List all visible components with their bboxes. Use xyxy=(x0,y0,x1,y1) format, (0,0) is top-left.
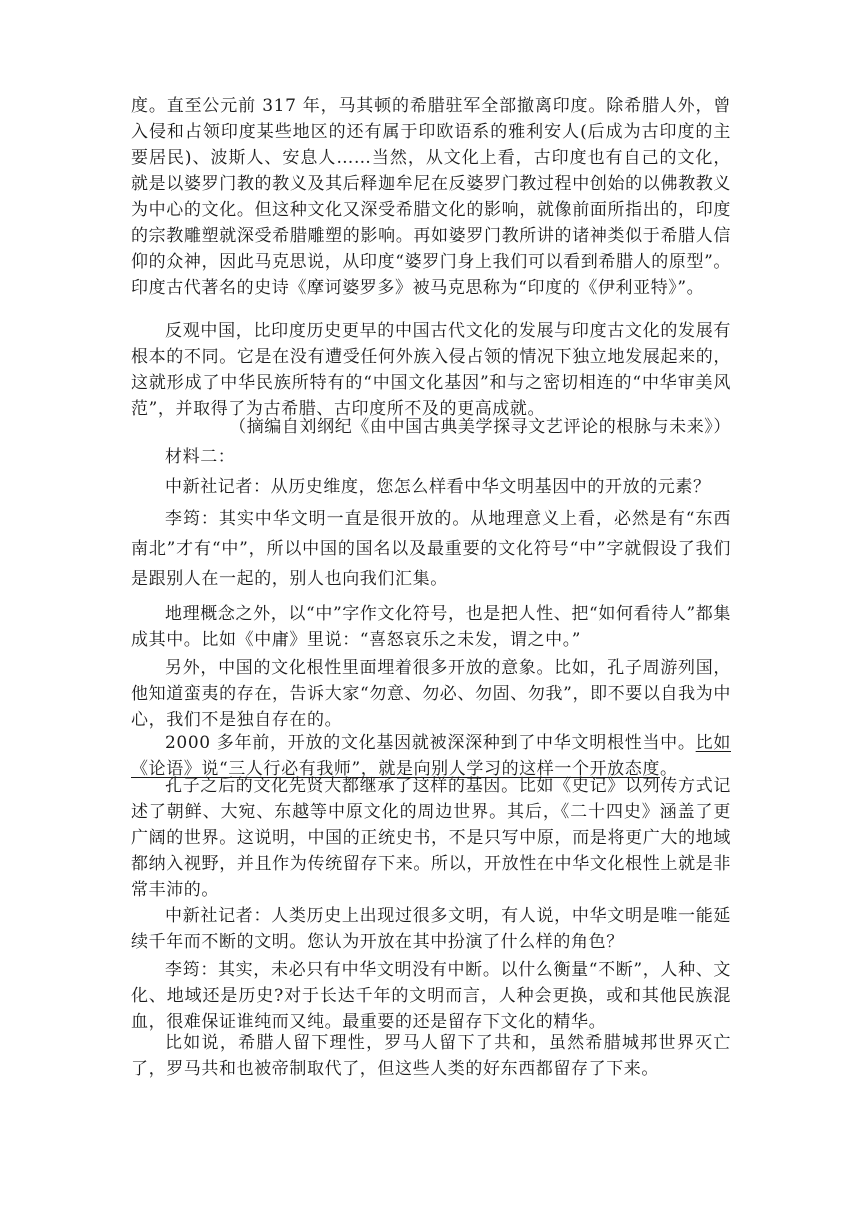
material-two-heading: 材料二： xyxy=(165,447,236,467)
interview-answer-1: 李筠：其实中华文明一直是很开放的。从地理意义上看，必然是有“东西南北”才有“中”，所以中国的国名以及最重要的文化符号“中”字就假设了我们是跟别人在一起的，别人也向我们汇集。 xyxy=(131,509,731,589)
interview-question-1: 中新社记者：从历史维度，您怎么样看中华文明基因中的开放的元素？ xyxy=(165,477,711,497)
paragraph-greece-rome: 比如说，希腊人留下理性，罗马人留下了共和，虽然希腊城邦世界灭亡了，罗马共和也被帝制取代了，但这些人类的好东西都留存了下来。 xyxy=(131,1033,731,1079)
paragraph-zhong-symbol: 地理概念之外，以“中”字作文化符号，也是把人性、把“如何看待人”都集成其中。比如《中庸》里说：“喜怒哀乐之未发，谓之中。” xyxy=(131,604,731,650)
interview-answer-2: 李筠：其实，未必只有中华文明没有中断。以什么衡量“不断”，人种、文化、地域还是历史?对于长达千年的文明而言，人种会更换，或和其他民族混血，很难保证谁纯而又纯。最重要的还是留存下文化的精华。 xyxy=(131,960,731,1032)
text-period: 。 xyxy=(659,759,678,779)
paragraph-historical-records: 孔子之后的文化先贤大都继承了这样的基因。比如《史记》以列传方式记述了朝鲜、大宛、东越等中原文化的周边世界。其后，《二十四史》涵盖了更广阔的世界。这说明，中国的正统史书，不是只写中原，而是将更广大的地域都纳入视野，并且作为传统留存下来。所以，开放性在中华文化根性上就是非常丰沛的。 xyxy=(131,776,731,900)
paragraph-china-contrast: 反观中国，比印度历史更早的中国古代文化的发展与印度古文化的发展有根本的不同。它是在没有遭受任何外族入侵占领的情况下独立地发展起来的，这就形成了中华民族所特有的“中国文化基因”和与之密切相连的“中华审美风范”，并取得了为古希腊、古印度所不及的更高成就。 xyxy=(131,321,731,419)
paragraph-india-culture: 度。直至公元前 317 年，马其顿的希腊驻军全部撤离印度。除希腊人外，曾入侵和占领印度某些地区的还有属于印欧语系的雅利安人(后成为古印度的主要居民)、波斯人、安息人……当然，从文化上看，古印度也有自己的文化，就是以婆罗门教的教义及其后释迦牟尼在反婆罗门教过程中创始的以佛教教义为中心的文化。但这种文化又深受希腊文化的影响，就像前面所指出的，印度的宗教雕塑就深受希腊雕塑的影响。再如婆罗门教所讲的诸神类似于希腊人信仰的众神，因此马克思说，从印度“婆罗门身上我们可以看到希腊人的原型”。印度古代著名的史诗《摩诃婆罗多》被马克思称为“印度的《伊利亚特》”。 xyxy=(131,96,731,298)
interview-question-2: 中新社记者：人类历史上出现过很多文明，有人说，中华文明是唯一能延续千年而不断的文明。您认为开放在其中扮演了什么样的角色？ xyxy=(131,906,731,952)
text-plain: 2000 多年前，开放的文化基因就被深深种到了中华文明根性当中。 xyxy=(165,733,696,753)
source-citation: （摘编自刘纲纪《由中国古典美学探寻文艺评论的根脉与未来》） xyxy=(229,417,731,437)
paragraph-confucius-travel: 另外，中国的文化根性里面埋着很多开放的意象。比如，孔子周游列国，他知道蛮夷的存在，告诉大家“勿意、勿必、勿固、勿我”，即不要以自我为中心，我们不是独自存在的。 xyxy=(131,658,731,730)
text-underlined: 比如《论语》说“三人行必有我师”，就是向别人学习的这样一个开放态度 xyxy=(131,733,731,779)
